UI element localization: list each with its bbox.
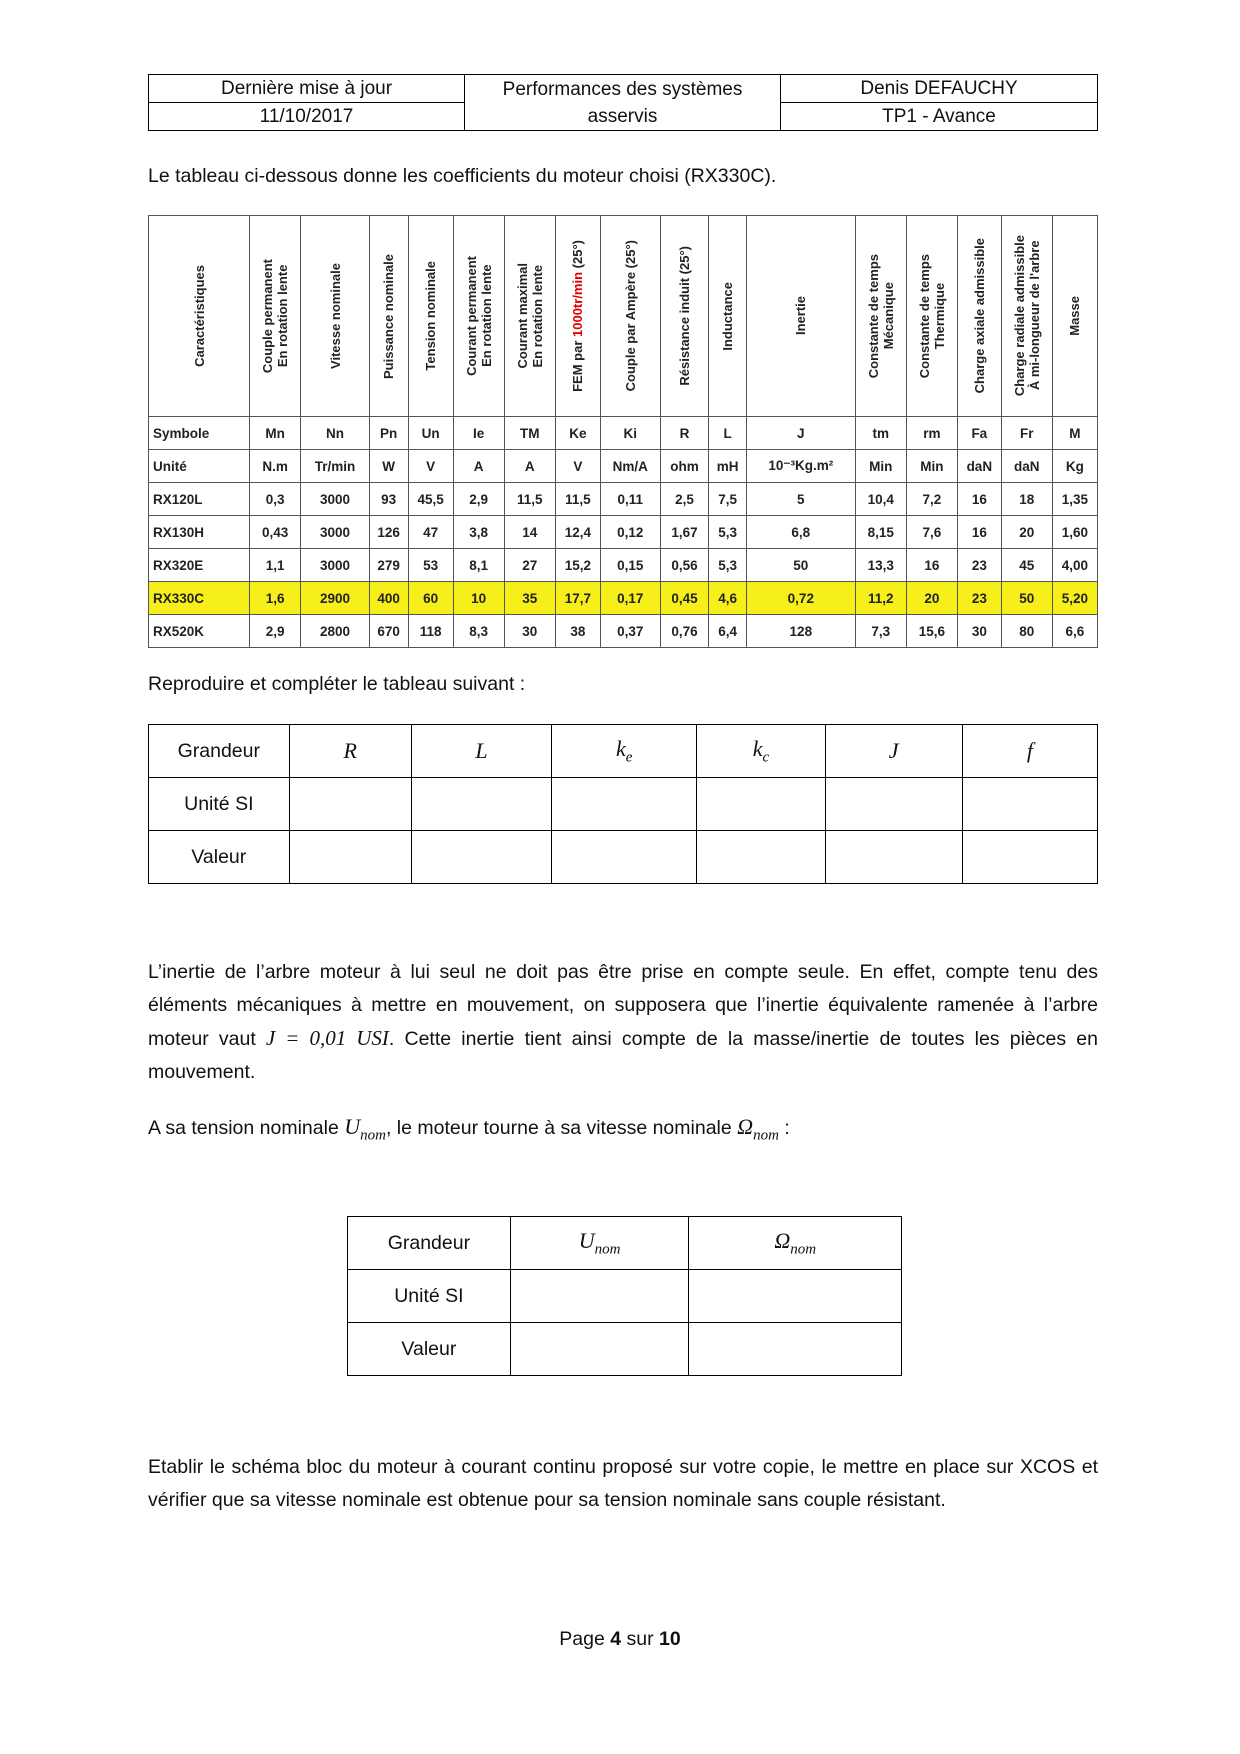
update-date: 11/10/2017 — [149, 103, 465, 131]
spec-cell: 38 — [555, 615, 600, 648]
row-label: Unité SI — [149, 778, 290, 831]
spec-cell: 1,6 — [250, 582, 301, 615]
spec-cell: 80 — [1001, 615, 1052, 648]
spec-cell: 10⁻³Kg.m² — [746, 450, 855, 483]
quantity-symbol: $U_{nom}$ — [510, 1217, 689, 1270]
spec-cell: Un — [408, 417, 453, 450]
spec-cell: 30 — [504, 615, 555, 648]
spec-cell: rm — [906, 417, 957, 450]
spec-cell: 1,35 — [1052, 483, 1097, 516]
spec-cell: Min — [906, 450, 957, 483]
spec-cell: 12,4 — [555, 516, 600, 549]
spec-cell: 0,56 — [660, 549, 709, 582]
spec-cell: 118 — [408, 615, 453, 648]
value-input-cell[interactable] — [689, 1323, 902, 1376]
value-input-cell[interactable] — [411, 831, 551, 884]
spec-cell: RX120L — [149, 483, 250, 516]
spec-cell: 4,00 — [1052, 549, 1097, 582]
spec-cell: 2,9 — [250, 615, 301, 648]
spec-cell: 50 — [746, 549, 855, 582]
spec-unit-row — [149, 450, 1098, 483]
unit-input-cell[interactable] — [962, 778, 1097, 831]
author-name: Denis DEFAUCHY — [781, 75, 1098, 103]
spec-cell: Ke — [555, 417, 600, 450]
spec-cell: 6,8 — [746, 516, 855, 549]
row-label: Valeur — [348, 1323, 511, 1376]
spec-cell: 16 — [906, 549, 957, 582]
spec-cell: R — [660, 417, 709, 450]
motor-spec-table — [148, 215, 1098, 648]
quantity-symbol: R — [289, 725, 411, 778]
spec-cell: A — [453, 450, 504, 483]
quantity-row — [348, 1217, 902, 1270]
spec-cell: 8,15 — [855, 516, 906, 549]
spec-cell: 1,60 — [1052, 516, 1097, 549]
spec-cell: 30 — [957, 615, 1001, 648]
spec-cell: 60 — [408, 582, 453, 615]
spec-cell: 2,9 — [453, 483, 504, 516]
intro-text: Le tableau ci-dessous donne les coefficients du moteur choisi (RX330C). — [148, 165, 777, 187]
spec-cell: 5,3 — [709, 516, 747, 549]
spec-cell: 0,11 — [600, 483, 660, 516]
spec-cell: Min — [855, 450, 906, 483]
spec-cell: 279 — [369, 549, 408, 582]
spec-motor-row — [149, 516, 1098, 549]
spec-cell: 3,8 — [453, 516, 504, 549]
spec-header-cell: Couple par Ampère (25°) — [600, 216, 660, 417]
spec-header-cell: Charge axiale admissible — [957, 216, 1001, 417]
spec-cell: Ie — [453, 417, 504, 450]
tp-label: TP1 - Avance — [781, 103, 1098, 131]
spec-cell: 3000 — [301, 549, 370, 582]
spec-cell: 400 — [369, 582, 408, 615]
spec-cell: 14 — [504, 516, 555, 549]
spec-cell: RX320E — [149, 549, 250, 582]
unit-input-cell[interactable] — [510, 1270, 689, 1323]
value-input-cell[interactable] — [552, 831, 697, 884]
spec-cell: 15,2 — [555, 549, 600, 582]
unit-input-cell[interactable] — [689, 1270, 902, 1323]
spec-cell: 6,6 — [1052, 615, 1097, 648]
spec-header-cell: Résistance induit (25°) — [660, 216, 709, 417]
update-label: Dernière mise à jour — [149, 75, 465, 103]
spec-cell: 23 — [957, 582, 1001, 615]
spec-cell: 2800 — [301, 615, 370, 648]
spec-header-cell: Inductance — [709, 216, 747, 417]
spec-motor-row — [149, 483, 1098, 516]
spec-cell: V — [555, 450, 600, 483]
spec-cell: 0,17 — [600, 582, 660, 615]
unit-row — [149, 778, 1098, 831]
spec-cell: daN — [1001, 450, 1052, 483]
spec-cell: V — [408, 450, 453, 483]
spec-cell: Mn — [250, 417, 301, 450]
value-input-cell[interactable] — [289, 831, 411, 884]
spec-cell: Pn — [369, 417, 408, 450]
spec-cell: ohm — [660, 450, 709, 483]
spec-cell: 6,4 — [709, 615, 747, 648]
spec-cell: 17,7 — [555, 582, 600, 615]
spec-cell: 20 — [1001, 516, 1052, 549]
unit-input-cell[interactable] — [411, 778, 551, 831]
page-number: 4 — [610, 1628, 622, 1650]
spec-cell: 5 — [746, 483, 855, 516]
spec-cell: 0,37 — [600, 615, 660, 648]
row-label: Unité SI — [348, 1270, 511, 1323]
spec-cell: 3000 — [301, 483, 370, 516]
spec-motor-row — [149, 549, 1098, 582]
spec-header-cell: Courant permanent En rotation lente — [453, 216, 504, 417]
spec-cell: TM — [504, 417, 555, 450]
spec-cell: 5,20 — [1052, 582, 1097, 615]
spec-cell: 45 — [1001, 549, 1052, 582]
spec-cell: 670 — [369, 615, 408, 648]
spec-header-cell: Vitesse nominale — [301, 216, 370, 417]
spec-cell: 11,5 — [555, 483, 600, 516]
spec-cell: daN — [957, 450, 1001, 483]
spec-cell: W — [369, 450, 408, 483]
spec-cell: Ki — [600, 417, 660, 450]
spec-cell: M — [1052, 417, 1097, 450]
spec-cell: Symbole — [149, 417, 250, 450]
unit-input-cell[interactable] — [697, 778, 825, 831]
spec-cell: 0,76 — [660, 615, 709, 648]
spec-cell: Unité — [149, 450, 250, 483]
spec-cell: 7,3 — [855, 615, 906, 648]
answer-table-1 — [148, 724, 1098, 884]
spec-cell: 0,15 — [600, 549, 660, 582]
spec-cell: 10 — [453, 582, 504, 615]
spec-motor-row — [149, 582, 1098, 615]
quantity-symbol: $\Omega_{nom}$ — [689, 1217, 902, 1270]
spec-cell: 1,1 — [250, 549, 301, 582]
instruction-text: Reproduire et compléter le tableau suivant : — [148, 673, 526, 695]
spec-cell: 7,2 — [906, 483, 957, 516]
spec-header-cell: Puissance nominale — [369, 216, 408, 417]
inertia-paragraph: L’inertie de l’arbre moteur à lui seul ne doit pas être prise en compte seule. En effet, compte tenu des éléments mécaniques à mettre en mouvement, on supposera que l’inertie équivalente ramenée à l’arbre moteur vaut J = 0,01 USI. Cette inertie tient ainsi compte de la masse/inertie de toutes les pièces en mouvement. — [148, 961, 1098, 1083]
spec-cell: J — [746, 417, 855, 450]
spec-cell: 16 — [957, 483, 1001, 516]
spec-motor-row — [149, 615, 1098, 648]
value-input-cell[interactable] — [697, 831, 825, 884]
spec-cell: 8,1 — [453, 549, 504, 582]
unit-row — [348, 1270, 902, 1323]
inertia-value: J = 0,01 USI — [265, 1026, 389, 1050]
spec-cell: 126 — [369, 516, 408, 549]
spec-cell: Fa — [957, 417, 1001, 450]
spec-header-cell: Constante de temps Mécanique — [855, 216, 906, 417]
spec-cell: 11,2 — [855, 582, 906, 615]
spec-header-cell: Charge radiale admissible À mi-longueur de l'arbre — [1001, 216, 1052, 417]
spec-cell: 7,5 — [709, 483, 747, 516]
spec-cell: 15,6 — [906, 615, 957, 648]
spec-cell: 13,3 — [855, 549, 906, 582]
spec-cell: 0,72 — [746, 582, 855, 615]
spec-header-cell: Caractéristiques — [149, 216, 250, 417]
spec-cell: 0,43 — [250, 516, 301, 549]
page-footer: Page 4 sur 10 — [559, 1628, 681, 1650]
spec-cell: 0,12 — [600, 516, 660, 549]
spec-cell: 20 — [906, 582, 957, 615]
spec-cell: 11,5 — [504, 483, 555, 516]
spec-header-cell: Constante de temps Thermique — [906, 216, 957, 417]
spec-cell: RX130H — [149, 516, 250, 549]
spec-header-cell: FEM par 1000tr/min (25°) — [555, 216, 600, 417]
spec-cell: 53 — [408, 549, 453, 582]
spec-cell: Tr/min — [301, 450, 370, 483]
answer-table-2 — [347, 1216, 902, 1376]
quantity-symbol: $k_e$ — [552, 725, 697, 778]
spec-cell: 2900 — [301, 582, 370, 615]
page-total: 10 — [659, 1628, 681, 1650]
spec-cell: 35 — [504, 582, 555, 615]
spec-cell: 23 — [957, 549, 1001, 582]
spec-cell: 0,45 — [660, 582, 709, 615]
spec-cell: 47 — [408, 516, 453, 549]
spec-cell: 1,67 — [660, 516, 709, 549]
spec-cell: 0,3 — [250, 483, 301, 516]
spec-cell: Kg — [1052, 450, 1097, 483]
quantity-row — [149, 725, 1098, 778]
spec-cell: 2,5 — [660, 483, 709, 516]
spec-cell: Nm/A — [600, 450, 660, 483]
spec-header-cell: Courant maximal En rotation lente — [504, 216, 555, 417]
quantity-symbol: L — [411, 725, 551, 778]
spec-cell: 128 — [746, 615, 855, 648]
quantity-symbol: J — [825, 725, 962, 778]
spec-cell: 5,3 — [709, 549, 747, 582]
spec-cell: RX520K — [149, 615, 250, 648]
spec-cell: RX330C — [149, 582, 250, 615]
row-label: Grandeur — [149, 725, 290, 778]
row-label: Grandeur — [348, 1217, 511, 1270]
spec-cell: 7,6 — [906, 516, 957, 549]
course-title: Performances des systèmes asservis — [465, 75, 781, 131]
spec-cell: tm — [855, 417, 906, 450]
spec-cell: 10,4 — [855, 483, 906, 516]
quantity-symbol: f — [962, 725, 1097, 778]
spec-header-cell: Tension nominale — [408, 216, 453, 417]
spec-cell: 4,6 — [709, 582, 747, 615]
spec-cell: Fr — [1001, 417, 1052, 450]
nominal-sentence: A sa tension nominale $U_{nom}$, le moteur tourne à sa vitesse nominale $\Omega_{nom}$ : — [148, 1114, 790, 1144]
unit-input-cell[interactable] — [552, 778, 697, 831]
document-header — [148, 74, 1098, 131]
row-label: Valeur — [149, 831, 290, 884]
spec-cell: 16 — [957, 516, 1001, 549]
spec-cell: 18 — [1001, 483, 1052, 516]
unit-input-cell[interactable] — [825, 778, 962, 831]
quantity-symbol: $k_c$ — [697, 725, 825, 778]
spec-cell: A — [504, 450, 555, 483]
spec-header-cell: Masse — [1052, 216, 1097, 417]
value-row — [348, 1323, 902, 1376]
value-input-cell[interactable] — [825, 831, 962, 884]
value-input-cell[interactable] — [962, 831, 1097, 884]
spec-cell: Nn — [301, 417, 370, 450]
spec-cell: 45,5 — [408, 483, 453, 516]
spec-cell: 50 — [1001, 582, 1052, 615]
spec-cell: mH — [709, 450, 747, 483]
spec-header-cell: Couple permanent En rotation lente — [250, 216, 301, 417]
value-row — [149, 831, 1098, 884]
spec-cell: N.m — [250, 450, 301, 483]
spec-symbol-row — [149, 417, 1098, 450]
spec-cell: 8,3 — [453, 615, 504, 648]
spec-cell: L — [709, 417, 747, 450]
final-instruction: Etablir le schéma bloc du moteur à courant continu proposé sur votre copie, le mettre en place sur XCOS et vérifier que sa vitesse nominale est obtenue pour sa tension nominale sans couple résistant. — [148, 1456, 1098, 1511]
value-input-cell[interactable] — [510, 1323, 689, 1376]
spec-cell: 27 — [504, 549, 555, 582]
unit-input-cell[interactable] — [289, 778, 411, 831]
spec-cell: 3000 — [301, 516, 370, 549]
spec-cell: 93 — [369, 483, 408, 516]
spec-header-cell: Inertie — [746, 216, 855, 417]
